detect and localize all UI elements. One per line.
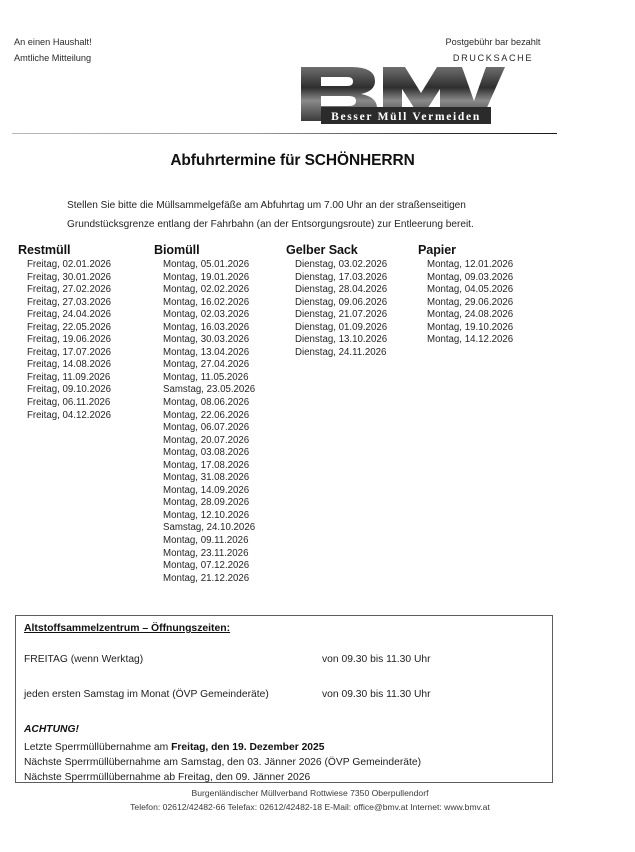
bmv-logo xyxy=(293,63,508,125)
list-item: Dienstag, 28.04.2026 xyxy=(295,284,388,296)
postage-line-1: Postgebühr bar bezahlt xyxy=(445,37,541,47)
friday-hours: von 09.30 bis 11.30 Uhr xyxy=(322,654,431,665)
list-item: Freitag, 11.09.2026 xyxy=(27,371,111,383)
attention-heading: ACHTUNG! xyxy=(24,724,79,735)
list-item: Montag, 06.07.2026 xyxy=(163,422,250,434)
list-item: Montag, 31.08.2026 xyxy=(163,472,250,484)
list-item: Montag, 09.03.2026 xyxy=(427,271,514,283)
column-heading-biomuell: Biomüll xyxy=(154,243,200,257)
list-item: Dienstag, 21.07.2026 xyxy=(295,309,388,321)
list-item: Montag, 27.04.2026 xyxy=(163,359,250,371)
list-item: Freitag, 30.01.2026 xyxy=(27,271,112,283)
list-item: Freitag, 24.04.2026 xyxy=(27,309,112,321)
list-item: Montag, 28.09.2026 xyxy=(163,497,250,509)
list-item: Montag, 12.10.2026 xyxy=(163,509,250,521)
postage-notice xyxy=(398,34,588,66)
list-item: Freitag, 04.12.2026 xyxy=(27,409,112,421)
list-item: Freitag, 22.05.2026 xyxy=(27,321,112,333)
saturday-hours: von 09.30 bis 11.30 Uhr xyxy=(322,689,431,700)
list-item: Dienstag, 01.09.2026 xyxy=(295,321,388,333)
list-item: Montag, 17.08.2026 xyxy=(163,459,250,471)
list-item: Montag, 09.11.2026 xyxy=(163,535,249,547)
postage-line-2: DRUCKSACHE xyxy=(452,53,534,63)
list-item: Montag, 23.11.2026 xyxy=(163,547,249,559)
list-item: Montag, 13.04.2026 xyxy=(163,346,250,358)
list-item: Montag, 11.05.2026 xyxy=(163,371,249,383)
list-item: Montag, 29.06.2026 xyxy=(427,296,514,308)
list-item: Montag, 14.09.2026 xyxy=(163,484,250,496)
list-item: Montag, 14.12.2026 xyxy=(427,334,514,346)
list-item: Montag, 30.03.2026 xyxy=(163,334,250,346)
recipient-line-2: Amtliche Mitteilung xyxy=(14,53,92,63)
list-item: Dienstag, 17.03.2026 xyxy=(295,271,388,283)
column-heading-papier: Papier xyxy=(418,243,456,257)
recycling-center-box xyxy=(15,615,553,783)
footer-contact: Telefon: 02612/42482-66 Telefax: 02612/42482-18 E-Mail: office@bmv.at Internet: www.bmv.at xyxy=(130,802,490,812)
date-list-biomuell xyxy=(154,259,294,585)
bmv-logo-graphic xyxy=(293,63,508,125)
bulky-waste-next-friday: Nächste Sperrmüllübernahme ab Freitag, den 09. Jänner 2026 xyxy=(24,772,311,783)
recipient-line-1: An einen Haushalt! xyxy=(14,37,92,47)
opening-hours-saturday xyxy=(24,689,546,703)
list-item: Samstag, 23.05.2026 xyxy=(163,384,256,396)
bulky-waste-next-saturday: Nächste Sperrmüllübernahme am Samstag, den 03. Jänner 2026 (ÖVP Gemeinderäte) xyxy=(24,757,422,768)
list-item: Freitag, 17.07.2026 xyxy=(27,346,112,358)
list-item: Montag, 19.01.2026 xyxy=(163,271,250,283)
list-item: Montag, 12.01.2026 xyxy=(427,259,514,270)
list-item: Freitag, 14.08.2026 xyxy=(27,359,112,371)
opening-hours-friday xyxy=(24,654,546,668)
list-item: Montag, 02.03.2026 xyxy=(163,309,250,321)
list-item: Montag, 08.06.2026 xyxy=(163,397,250,409)
header-divider xyxy=(12,133,557,134)
collection-schedule xyxy=(0,243,635,613)
list-item: Dienstag, 03.02.2026 xyxy=(295,259,388,270)
list-item: Montag, 16.02.2026 xyxy=(163,296,250,308)
list-item: Dienstag, 09.06.2026 xyxy=(295,296,388,308)
list-item: Freitag, 02.01.2026 xyxy=(27,259,112,270)
list-item: Montag, 24.08.2026 xyxy=(427,309,514,321)
bmv-logo-slogan: Besser Müll Vermeiden xyxy=(331,111,481,123)
list-item: Montag, 02.02.2026 xyxy=(163,284,250,296)
list-item: Montag, 07.12.2026 xyxy=(163,560,250,572)
list-item: Montag, 21.12.2026 xyxy=(163,572,250,584)
schedule-column-papier xyxy=(418,243,558,347)
document-footer xyxy=(0,786,620,814)
schedule-column-restmuell xyxy=(18,243,158,422)
list-item: Montag, 05.01.2026 xyxy=(163,259,250,270)
list-item: Montag, 19.10.2026 xyxy=(427,321,514,333)
bulky-waste-last-prefix: Letzte Sperrmüllübernahme am xyxy=(24,742,172,753)
column-heading-gelber-sack: Gelber Sack xyxy=(286,243,358,257)
list-item: Montag, 16.03.2026 xyxy=(163,321,250,333)
page-title: Abfuhrtermine für SCHÖNHERRN xyxy=(170,152,415,169)
list-item: Freitag, 19.06.2026 xyxy=(27,334,112,346)
date-list-gelber-sack xyxy=(286,259,428,359)
list-item: Samstag, 24.10.2026 xyxy=(163,522,256,534)
footer-address: Burgenländischer Müllverband Rottwiese 7350 Oberpullendorf xyxy=(191,788,429,798)
saturday-label: jeden ersten Samstag im Monat (ÖVP Gemeinderäte) xyxy=(24,689,269,700)
schedule-column-gelber-sack xyxy=(286,243,428,359)
list-item: Freitag, 06.11.2026 xyxy=(27,397,111,409)
list-item: Montag, 03.08.2026 xyxy=(163,447,250,459)
column-heading-restmuell: Restmüll xyxy=(18,243,71,257)
bulky-waste-last-date: Freitag, den 19. Dezember 2025 xyxy=(171,742,325,753)
box-title: Altstoffsammelzentrum – Öffnungszeiten: xyxy=(24,623,231,634)
date-list-restmuell xyxy=(18,259,158,422)
list-item: Dienstag, 24.11.2026 xyxy=(295,346,387,358)
instructions-text: Stellen Sie bitte die Müllsammelgefäße am Abfuhrtag um 7.00 Uhr an der straßenseitigen Grundstücksgrenze entlang der Fahrbahn (an der Entsorgungsroute) zur Entleerung bereit. xyxy=(67,200,474,230)
list-item: Freitag, 09.10.2026 xyxy=(27,384,112,396)
schedule-column-biomuell xyxy=(154,243,294,585)
list-item: Dienstag, 13.10.2026 xyxy=(295,334,388,346)
list-item: Freitag, 27.03.2026 xyxy=(27,296,112,308)
list-item: Montag, 22.06.2026 xyxy=(163,409,250,421)
list-item: Montag, 20.07.2026 xyxy=(163,434,250,446)
bulky-waste-last xyxy=(24,741,324,755)
date-list-papier xyxy=(418,259,558,347)
list-item: Freitag, 27.02.2026 xyxy=(27,284,112,296)
list-item: Montag, 04.05.2026 xyxy=(427,284,514,296)
recipient-notice xyxy=(14,34,92,66)
friday-label: FREITAG (wenn Werktag) xyxy=(24,654,144,665)
